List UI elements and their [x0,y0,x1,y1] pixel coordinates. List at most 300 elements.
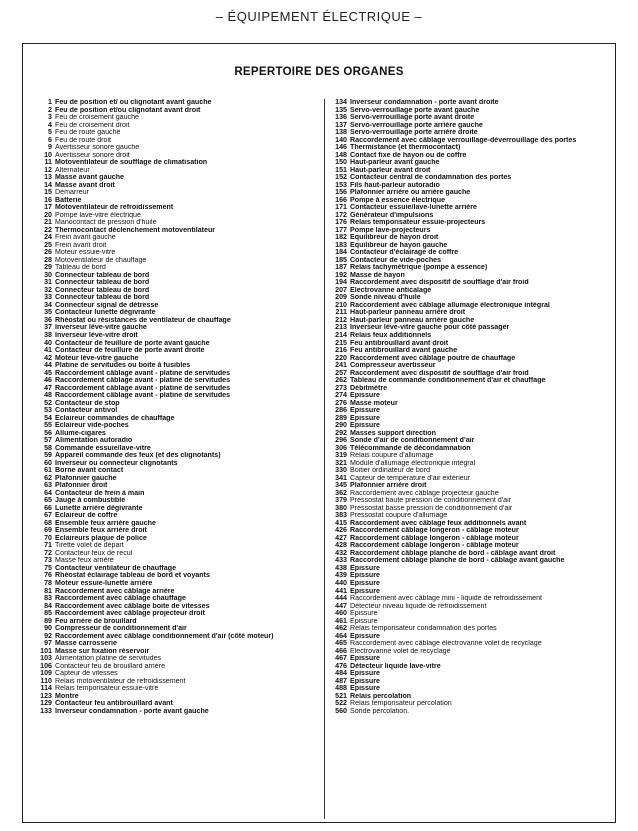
list-item [34,370,324,378]
item-label: Contacteur de feuillure de porte avant droite [55,347,205,355]
item-number: 24 [44,234,52,242]
item-number: 58 [44,444,52,452]
list-item [34,467,324,475]
item-number: 134 [335,99,347,106]
list-item [329,618,611,626]
item-label: Raccordement câblage planche de bord - câblage avant droit [350,549,556,557]
item-number: 101 [40,647,52,655]
item-label: Débitmètre [350,384,388,392]
item-label: Servo-verrouillage porte arrière droite [350,129,478,137]
item-label: Raccordement câblage avant - platine de servitudes [55,384,231,392]
item-label: Pompe lave-projecteurs [350,226,431,234]
item-label: Feu de route gauche [55,129,121,137]
list-item [34,482,324,490]
list-item [329,272,611,280]
list-item [34,182,324,190]
item-number: 192 [335,271,347,279]
item-label: Raccordement avec câblage projecteur droit [55,610,205,618]
item-number: 140 [335,136,347,144]
list-item [34,490,324,498]
list-item [34,137,324,145]
item-label: Electrovanne anticalage [350,286,432,294]
list-item [329,490,611,498]
list-item [34,452,324,460]
item-label: Contacteur essuie/lave-lunette arrière [350,204,477,212]
item-number: 441 [335,587,347,595]
item-number: 462 [335,625,347,633]
item-label: Masse avant droit [55,181,115,189]
item-number: 15 [44,189,52,197]
list-item [329,107,611,115]
item-number: 59 [44,452,52,460]
item-number: 207 [335,286,347,294]
item-label: Masse avant gauche [55,174,124,182]
item-number: 48 [44,392,52,400]
list-item [34,355,324,363]
list-item [329,362,611,370]
item-label: Contacteur central de condamnation des portes [350,174,512,182]
item-label: Générateur d'impulsions [350,211,434,219]
item-number: 22 [44,226,52,234]
item-label: Moteur lève-vitre gauche [55,354,139,362]
column-divider [324,99,325,819]
list-item [329,159,611,167]
item-label: Raccordement avec câblage conditionnement d'air (côté moteur) [55,632,274,640]
left-column-list [34,99,324,715]
item-number: 215 [335,339,347,347]
list-item [34,557,324,565]
item-number: 257 [335,369,347,377]
item-label: Sonde niveau d'huile [350,294,421,302]
item-number: 44 [44,362,52,370]
item-label: Eclaireur vide-poches [55,422,129,430]
list-item [34,580,324,588]
item-label: Haut-parleur avant droit [350,166,431,174]
list-item [34,430,324,438]
item-number: 83 [44,595,52,603]
item-label: Sonde d'air de conditionnement d'air [350,437,475,445]
item-number: 182 [335,234,347,242]
item-number: 135 [335,106,347,114]
item-number: 213 [335,324,347,332]
item-number: 522 [335,700,347,708]
item-label: Montre [55,692,79,700]
item-label: Haut-parleur avant gauche [350,159,440,167]
item-number: 29 [44,264,52,272]
list-item [34,520,324,528]
item-label: Platine de servitudes ou boite à fusibles [55,362,191,370]
item-label: Masse feux arrière [55,557,114,565]
list-item [329,678,611,686]
list-item [34,437,324,445]
item-number: 440 [335,580,347,587]
item-label: Epissure [350,564,380,572]
list-item [329,204,611,212]
item-number: 32 [44,286,52,294]
list-item [329,565,611,573]
item-number: 521 [335,692,347,700]
list-item [34,400,324,408]
item-number: 67 [44,512,52,520]
item-number: 427 [335,534,347,542]
item-number: 64 [44,489,52,497]
list-item [34,144,324,152]
item-number: 46 [44,377,52,385]
list-item [329,633,611,641]
list-item [329,685,611,693]
list-item [34,152,324,160]
list-item [329,347,611,355]
item-number: 37 [44,324,52,332]
item-label: Jauge à combustible [55,497,126,505]
item-number: 466 [335,647,347,655]
list-item [34,287,324,295]
item-number: 274 [335,392,347,400]
item-label: Borne avant contact [55,467,124,475]
item-label: Epissure [350,422,380,430]
item-number: 85 [44,610,52,618]
list-item [329,475,611,483]
item-number: 461 [335,617,347,625]
item-number: 72 [44,549,52,557]
item-label: Contacteur de feuillure de porte avant gauche [55,339,210,347]
item-label: Haut-parleur panneau arrière gauche [350,316,475,324]
item-label: Servo-verrouillage porte avant gauche [350,106,480,114]
list-item [329,415,611,423]
list-item [329,655,611,663]
list-item [329,460,611,468]
list-item [34,505,324,513]
item-number: 380 [335,504,347,512]
list-item [34,129,324,137]
page-header: – ÉQUIPEMENT ÉLECTRIQUE – [215,9,423,24]
item-label: Module d'allumage électronique intégral [350,459,476,467]
item-label: Contacteur de frein à main [55,489,145,497]
list-item [34,385,324,393]
list-item [329,212,611,220]
list-item [34,167,324,175]
item-number: 290 [335,422,347,430]
list-item [329,542,611,550]
list-item [329,588,611,596]
item-label: Détecteur niveau liquide de refroidissement [350,602,487,610]
item-number: 319 [335,452,347,460]
item-label: Masses support direction [350,429,436,437]
item-number: 177 [335,226,347,234]
item-label: Raccordement avec câblage verrouillage-déverrouillage des portes [350,136,577,144]
item-label: Raccordement câblage avant - platine de servitudes [55,392,231,400]
list-item [34,475,324,483]
item-label: Epissure [350,572,380,580]
item-number: 90 [44,625,52,633]
list-item [329,219,611,227]
item-number: 62 [44,474,52,482]
list-item [34,392,324,400]
item-label: Motoventilateur de chauffage [55,256,147,264]
item-number: 71 [44,542,52,550]
item-number: 109 [40,670,52,678]
item-number: 34 [44,301,52,309]
item-label: Inverseur ou connecteur clignotants [55,459,178,467]
list-item [34,572,324,580]
list-item [329,189,611,197]
item-label: Frein avant gauche [55,234,116,242]
item-label: Haut-parleur panneau arrière droit [350,309,466,317]
item-number: 17 [44,204,52,212]
list-item [329,385,611,393]
item-label: Rhéostat éclairage tableau de bord et voyants [55,572,210,580]
list-item [329,167,611,175]
item-label: Inverseur condamnation - porte avant droite [350,99,499,106]
item-label: Contacteur de vide-poches [350,256,442,264]
list-item [329,452,611,460]
item-number: 136 [335,114,347,122]
item-label: Inverseur lève-vitre droit [55,331,138,339]
list-item [329,129,611,137]
list-item [329,467,611,475]
item-label: Plafonnier gauche [55,474,117,482]
list-item [329,242,611,250]
list-item [329,317,611,325]
item-number: 467 [335,655,347,663]
list-item [34,648,324,656]
page-title: REPERTOIRE DES ORGANES [234,66,404,78]
list-item [34,107,324,115]
item-number: 13 [44,174,52,182]
list-item [329,610,611,618]
item-label: Epissure [350,677,380,685]
item-label: Feu arrière de brouillard [55,617,137,625]
item-number: 296 [335,437,347,445]
item-label: Inverseur lève-vitre gauche [55,324,147,332]
list-item [329,234,611,242]
item-label: Tableau de bord [55,264,106,272]
list-item [329,99,611,107]
item-number: 151 [335,166,347,174]
list-item [34,663,324,671]
item-label: Feu de position et/ ou clignotant avant gauche [55,99,212,106]
item-number: 187 [335,264,347,272]
list-item [34,445,324,453]
list-item [34,99,324,107]
list-item [329,670,611,678]
item-label: Relais coupure d'allumage [350,452,434,460]
list-item [34,625,324,633]
item-number: 341 [335,474,347,482]
list-item [34,565,324,573]
list-item [329,392,611,400]
item-number: 209 [335,294,347,302]
item-number: 460 [335,610,347,618]
list-item [329,227,611,235]
item-number: 137 [335,121,347,129]
item-label: Contacteur antivol [55,407,118,415]
list-item [34,204,324,212]
item-number: 184 [335,249,347,257]
list-item [34,122,324,130]
list-item [34,347,324,355]
list-item [34,422,324,430]
list-item [34,302,324,310]
item-label: Epissure [350,414,380,422]
list-item [329,400,611,408]
item-number: 70 [44,534,52,542]
list-item [34,618,324,626]
item-label: Thermistance (et thermocontact) [350,144,461,152]
item-number: 84 [44,602,52,610]
list-item [329,505,611,513]
item-label: Commande essuie/lave-vitre [55,444,151,452]
item-number: 153 [335,181,347,189]
item-label: Contacteur ventilateur de chauffage [55,564,177,572]
item-number: 30 [44,271,52,279]
item-number: 81 [44,587,52,595]
item-label: Allume-cigares [55,429,106,437]
item-label: Tableau de commande conditionnement d'air et chauffage [350,377,546,385]
item-number: 10 [44,151,52,159]
item-label: Epissure [350,685,380,693]
item-number: 36 [44,316,52,324]
item-label: Alimentation autoradio [55,437,133,445]
item-number: 444 [335,595,347,603]
list-item [329,603,611,611]
list-item [329,497,611,505]
list-item [329,377,611,385]
list-item [34,114,324,122]
item-label: Epissure [350,632,380,640]
list-item [34,415,324,423]
item-label: Sonde percolation. [350,707,410,715]
item-number: 214 [335,331,347,339]
list-item [329,174,611,182]
item-number: 171 [335,204,347,212]
item-number: 484 [335,670,347,678]
item-number: 73 [44,557,52,565]
list-item [34,497,324,505]
list-item [34,550,324,558]
item-number: 26 [44,249,52,257]
item-number: 54 [44,414,52,422]
item-number: 276 [335,399,347,407]
item-number: 3 [48,114,52,122]
list-item [329,572,611,580]
list-item [34,512,324,520]
item-label: Relais tachymétrique (pompe à essence) [350,264,488,272]
item-number: 383 [335,512,347,520]
item-label: Inverseur condamnation - porte avant gauche [55,707,209,715]
item-label: Relais temporisateur essuie-projecteurs [350,219,486,227]
item-label: Raccordement avec câblage mini - liquide de refroidissement [350,595,543,603]
item-label: Connecteur tableau de bord [55,286,150,294]
item-number: 97 [44,640,52,648]
list-item [34,227,324,235]
item-number: 133 [40,707,52,715]
list-item [329,640,611,648]
list-item [34,317,324,325]
item-number: 61 [44,467,52,475]
list-item [34,332,324,340]
item-number: 12 [44,166,52,174]
item-number: 212 [335,316,347,324]
list-item [34,264,324,272]
item-number: 35 [44,309,52,317]
item-number: 66 [44,504,52,512]
list-item [34,670,324,678]
item-label: Frein avant droit [55,241,107,249]
item-label: Raccordement avec dispositif de soufflage d'air froid [350,369,529,377]
item-number: 28 [44,256,52,264]
item-number: 89 [44,617,52,625]
list-item [34,535,324,543]
item-label: Alimentation platine de servitudes [55,655,162,663]
list-item [329,407,611,415]
list-item [34,212,324,220]
item-label: Masse sur fixation réservoir [55,647,150,655]
item-label: Feu antibrouillard avant droit [350,339,449,347]
item-label: Raccordement avec câblage feux additionnels avant [350,519,527,527]
item-number: 33 [44,294,52,302]
item-number: 156 [335,189,347,197]
item-label: Raccordement avec câblage allumage électronique intégral [350,301,550,309]
list-item [329,332,611,340]
item-number: 172 [335,211,347,219]
component-index-box [22,43,616,823]
list-item [329,693,611,701]
list-item [34,242,324,250]
item-number: 138 [335,129,347,137]
item-label: Eclaireurs plaque de police [55,534,147,542]
item-label: Raccordement câblage longeron - câblage moteur [350,542,519,550]
item-label: Raccordement câblage avant - platine de servitudes [55,369,231,377]
item-label: Masse carrosserie [55,640,117,648]
item-label: Feu de route droit [55,136,111,144]
item-number: 176 [335,219,347,227]
list-item [329,580,611,588]
item-label: Fils haut-parleur autoradio [350,181,440,189]
item-label: Relais percolation [350,692,412,700]
list-item [329,482,611,490]
item-number: 216 [335,347,347,355]
list-item [329,122,611,130]
item-label: Raccordement avec câblage chauffage [55,595,186,603]
item-number: 286 [335,407,347,415]
list-item [34,197,324,205]
item-number: 55 [44,422,52,430]
item-label: Rhéostat ou résistances de ventilateur de chauffage [55,316,231,324]
item-label: Compresseur avertisseur [350,362,436,370]
item-label: Inverseur lève-vitre gauche pour côté passager [350,324,510,332]
item-number: 345 [335,482,347,490]
item-number: 415 [335,519,347,527]
list-item [329,527,611,535]
list-item [34,678,324,686]
list-item [34,362,324,370]
list-item [34,159,324,167]
item-label: Epissure [350,392,380,400]
item-number: 183 [335,241,347,249]
item-number: 211 [335,309,347,317]
item-number: 40 [44,339,52,347]
item-number: 57 [44,437,52,445]
item-label: Motoventilateur de soufflage de climatisation [55,159,208,167]
list-item [329,287,611,295]
list-item [34,272,324,280]
list-item [329,279,611,287]
item-label: Raccordement avec dispositif de soufflage d'air froid [350,279,529,287]
list-item [34,640,324,648]
list-item [329,302,611,310]
item-label: Pompe lave-vitre électrique [55,211,141,219]
